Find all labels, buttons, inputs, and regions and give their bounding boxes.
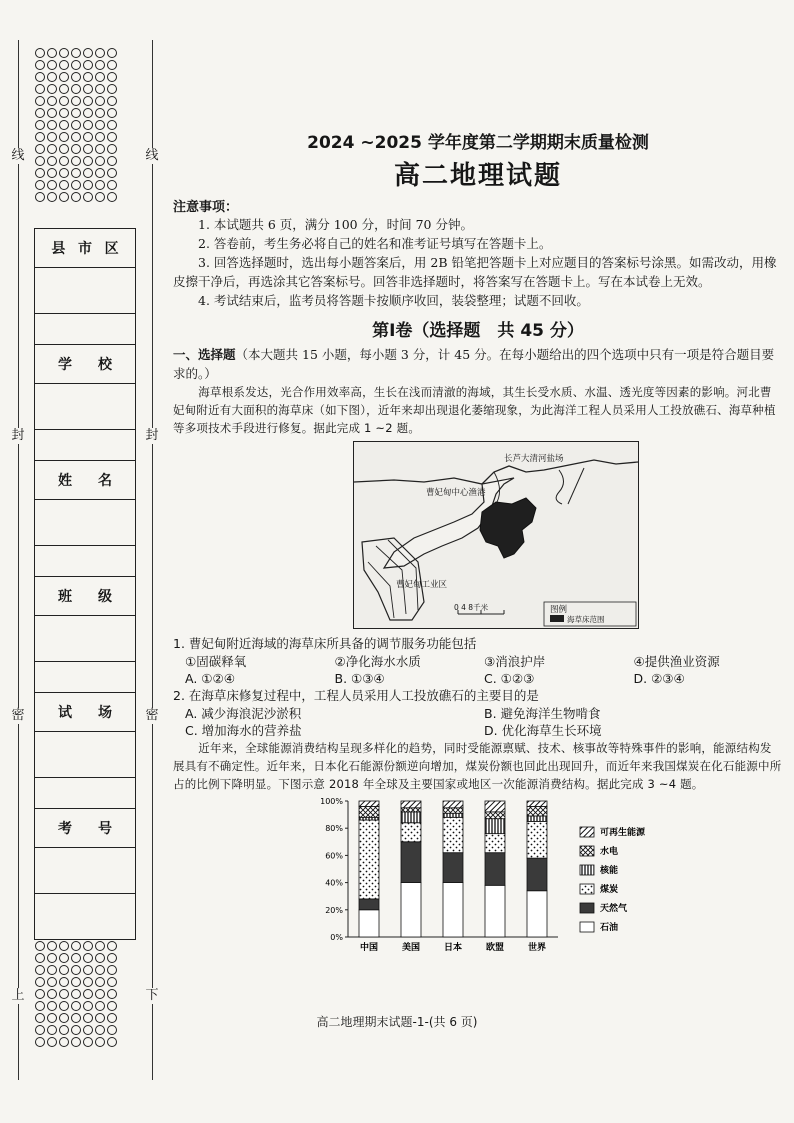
decorative-dot [83, 60, 93, 70]
binding-strip [0, 0, 170, 1123]
decorative-dot [107, 156, 117, 166]
decorative-dot [83, 965, 93, 975]
decorative-dot [47, 965, 57, 975]
decorative-dot [59, 1037, 69, 1047]
seagrass-bed [480, 498, 536, 558]
class-field[interactable] [34, 576, 136, 708]
instruction-label: 一、选择题 [173, 347, 236, 362]
y-tick-label: 40% [325, 878, 343, 888]
binding-line-left [18, 40, 19, 1080]
class-label-c: 级 [98, 589, 112, 605]
exam-title: 2024 ~2025 学年度第二学期期末质量检测 [307, 133, 649, 153]
map-legend-title: 图例 [550, 605, 568, 615]
decorative-dot [35, 96, 45, 106]
decorative-dot [59, 96, 69, 106]
decorative-dot [71, 989, 81, 999]
exam-room-field[interactable] [34, 692, 136, 824]
question-1-options [173, 670, 783, 687]
decorative-dot [35, 144, 45, 154]
bar-segment [443, 883, 463, 937]
decorative-dot [47, 60, 57, 70]
decorative-dot [107, 1037, 117, 1047]
decorative-dot [35, 60, 45, 70]
decorative-dot [83, 180, 93, 190]
decorative-dot [71, 48, 81, 58]
y-tick-label: 0% [330, 933, 343, 942]
decorative-dot [59, 977, 69, 987]
map-label-industrial-zone: 曹妃甸工业区 [396, 580, 448, 590]
decorative-dot [107, 977, 117, 987]
decorative-dot [83, 144, 93, 154]
decorative-dot [71, 941, 81, 951]
decorative-dot [71, 108, 81, 118]
section-title: 第Ⅰ卷（选择题 共 45 分） [372, 321, 584, 341]
decorative-dot [95, 941, 105, 951]
passage-energy: 近年来，全球能源消费结构呈现多样化的趋势，同时受能源禀赋、技术、核事故等特殊事件的影响，能源结构发展具有不确定性。近年来，日本化石能源份额逆向增加，煤炭份额也回此出现回升，而近年来我国煤炭在化石能源中所占的比例下降明显。下图示意 2018 年全球及主要国家或地区一次能源消费结构。据此完成 3 ~4 题。 [173, 741, 782, 791]
decorative-dot [71, 60, 81, 70]
breakwater [556, 470, 563, 504]
decorative-dot [107, 96, 117, 106]
decorative-dot [83, 96, 93, 106]
passage-seagrass: 海草根系发达，光合作用效率高，生长在浅而清澈的海域，其生长受水质、水温、透光度等因素的影响。河北曹妃甸附近有大面积的海草床（如下图），近年来却出现退化萎缩现象，为此海洋工程人员采用人工投放礁石、海草种植等多项技术手段进行修复。据此完成 1 ~2 题。 [173, 385, 776, 435]
room-label-c: 场 [98, 705, 112, 721]
decorative-dot [47, 953, 57, 963]
decorative-dot [95, 144, 105, 154]
decorative-dot [35, 941, 45, 951]
decorative-dot [107, 132, 117, 142]
q2-option-d: D. 优化海草生长环境 [484, 723, 602, 738]
decorative-dot [47, 132, 57, 142]
decorative-dot [83, 989, 93, 999]
decorative-dot [107, 192, 117, 202]
name-label-c: 名 [98, 473, 112, 489]
x-tick-label: 美国 [401, 943, 421, 953]
decorative-dot [83, 72, 93, 82]
bar-segment [485, 819, 505, 834]
exam-number-field[interactable] [34, 808, 136, 940]
binding-label-right-4: 下 [145, 988, 159, 1003]
q1-item: ②净化海水水质 [334, 654, 421, 669]
room-label-a: 试 [58, 705, 72, 721]
decorative-dot [47, 84, 57, 94]
legend-label: 可再生能源 [600, 828, 646, 838]
decorative-dot [35, 132, 45, 142]
decorative-dot [59, 156, 69, 166]
number-label-c: 号 [98, 821, 112, 837]
decorative-dot [35, 84, 45, 94]
decorative-dot [95, 989, 105, 999]
decorative-dot [35, 120, 45, 130]
legend-swatch-seagrass [550, 615, 564, 622]
energy-structure-chart [308, 795, 708, 965]
q1-option-d: D. ②③④ [633, 671, 685, 686]
county-label-b: 市 [77, 241, 92, 257]
decorative-dot [59, 180, 69, 190]
binding-label-left-4: 上 [11, 988, 25, 1003]
decorative-dot [95, 180, 105, 190]
decorative-dot [59, 48, 69, 58]
decorative-dot [71, 977, 81, 987]
map-label-salt-field: 长芦大清河盐场 [504, 454, 564, 464]
decorative-dot [59, 120, 69, 130]
binding-line-right [152, 40, 153, 1080]
bar-segment [527, 858, 547, 891]
bar-segment [443, 813, 463, 817]
decorative-dot [107, 941, 117, 951]
bar-segment [359, 899, 379, 910]
decorative-dot [59, 989, 69, 999]
decorative-dot [95, 192, 105, 202]
bar-segment [359, 801, 379, 806]
decorative-dot [47, 1037, 57, 1047]
bar-segment [527, 821, 547, 858]
page-footer: 高二地理期末试题-1-(共 6 页) [316, 1015, 478, 1029]
decorative-dot [71, 1001, 81, 1011]
x-tick-label: 中国 [359, 943, 379, 953]
legend-label: 石油 [600, 923, 619, 933]
q1-option-b: B. ①③④ [334, 671, 385, 686]
binding-label-right-2: 封 [145, 428, 159, 443]
legend-label: 煤炭 [600, 885, 619, 895]
coastline [354, 460, 638, 484]
bar-segment [401, 808, 421, 812]
bar-segment [401, 842, 421, 883]
decorative-dot [71, 84, 81, 94]
note-item: 2. 答卷前，考生务必将自己的姓名和准考证号填写在答题卡上。 [198, 236, 552, 251]
y-tick-label: 80% [325, 824, 343, 834]
bar-segment [527, 801, 547, 806]
school-field[interactable] [34, 344, 136, 476]
name-field[interactable] [34, 460, 136, 592]
decorative-dot [83, 977, 93, 987]
decorative-dot [47, 72, 57, 82]
decorative-dot [95, 953, 105, 963]
bar-segment [485, 885, 505, 937]
legend-swatch [580, 903, 594, 913]
decorative-dot [47, 48, 57, 58]
decorative-dot [107, 953, 117, 963]
binding-label-right-1: 线 [145, 148, 159, 163]
decorative-dot [59, 60, 69, 70]
decorative-dot [35, 108, 45, 118]
decorative-dot [83, 192, 93, 202]
legend-swatch [580, 865, 594, 875]
bar-segment [359, 820, 379, 899]
section-instruction [173, 345, 783, 383]
legend-swatch [580, 827, 594, 837]
decorative-dot [107, 72, 117, 82]
decorative-dot [95, 60, 105, 70]
decorative-dot [95, 1001, 105, 1011]
subject-title: 高二地理试题 [393, 161, 562, 191]
decorative-dot [59, 965, 69, 975]
decorative-dot [83, 84, 93, 94]
decorative-dot [35, 168, 45, 178]
decorative-dot [35, 180, 45, 190]
decorative-dot [95, 977, 105, 987]
bar-segment [401, 812, 421, 823]
x-tick-label: 世界 [527, 943, 547, 953]
map-scale-label: 0 4 8千米 [454, 603, 489, 612]
legend-swatch [580, 922, 594, 932]
bar-segment [443, 808, 463, 813]
q1-item: ①固碳释氧 [185, 654, 247, 669]
decorative-dot [107, 108, 117, 118]
bar-segment [527, 891, 547, 937]
q1-option-c: C. ①②③ [484, 671, 535, 686]
breakwater [568, 468, 584, 504]
decorative-dot [71, 156, 81, 166]
decorative-dot [71, 1037, 81, 1047]
x-tick-label: 日本 [443, 943, 463, 953]
decorative-dot [47, 1001, 57, 1011]
decorative-dot [35, 156, 45, 166]
decorative-dot [95, 1037, 105, 1047]
bar-segment [443, 853, 463, 883]
seagrass-map [353, 441, 639, 629]
decorative-dot [47, 168, 57, 178]
bar-segment [485, 853, 505, 886]
decorative-dot [35, 1001, 45, 1011]
decorative-dot [83, 120, 93, 130]
decorative-dot [59, 144, 69, 154]
decorative-dot [95, 156, 105, 166]
decorative-dot [35, 977, 45, 987]
decorative-dot [95, 72, 105, 82]
bar-segment [401, 823, 421, 842]
notes-heading: 注意事项： [173, 200, 239, 215]
number-label-a: 考 [58, 821, 72, 837]
decorative-dot [83, 108, 93, 118]
y-tick-label: 100% [320, 797, 343, 806]
decorative-dot [107, 168, 117, 178]
decorative-dot [59, 1001, 69, 1011]
decorative-dot [95, 132, 105, 142]
decorative-dot [107, 120, 117, 130]
note-item: 4. 考试结束后，监考员将答题卡按顺序收回，装袋整理；试题不回收。 [198, 293, 589, 308]
question-1-stem: 1. 曹妃甸附近海域的海草床所具备的调节服务功能包括 [173, 636, 477, 651]
decorative-dot [71, 965, 81, 975]
decorative-dot [71, 120, 81, 130]
decorative-dot [59, 132, 69, 142]
bar-segment [527, 806, 547, 816]
decorative-dot [59, 72, 69, 82]
decorative-dot [35, 953, 45, 963]
decorative-dot [47, 96, 57, 106]
decorative-dot [59, 168, 69, 178]
decorative-dot [71, 168, 81, 178]
decorative-dot [83, 953, 93, 963]
decorative-dot [107, 144, 117, 154]
county-label-a: 县 [51, 241, 66, 257]
school-label-c: 校 [98, 357, 112, 373]
decorative-dot [59, 84, 69, 94]
decorative-dot [35, 72, 45, 82]
decorative-dot [83, 132, 93, 142]
decorative-dot [71, 144, 81, 154]
y-tick-label: 60% [325, 851, 343, 861]
question-1-items [173, 653, 783, 670]
q1-item: ③消浪护岸 [484, 654, 546, 669]
legend-label: 水电 [600, 847, 619, 857]
decorative-dot [47, 941, 57, 951]
decorative-dot [95, 120, 105, 130]
instruction-text: （本大题共 15 小题，每小题 3 分，计 45 分。在每小题给出的四个选项中只有一项是符合题目要求的。） [173, 347, 775, 381]
decorative-dot [47, 180, 57, 190]
decorative-dot [83, 1037, 93, 1047]
decorative-dot [95, 108, 105, 118]
decorative-dot [35, 48, 45, 58]
county-label-c: 区 [104, 241, 119, 257]
decorative-dot [47, 192, 57, 202]
paper-body [173, 128, 783, 965]
decorative-dot [95, 48, 105, 58]
decorative-dot [107, 989, 117, 999]
decorative-dot [59, 192, 69, 202]
y-tick-label: 20% [325, 905, 343, 915]
q2-option-c: C. 增加海水的营养盐 [185, 723, 302, 738]
decorative-dot [59, 953, 69, 963]
q2-option-a: A. 减少海浪泥沙淤积 [185, 706, 302, 721]
decorative-dot [71, 132, 81, 142]
decorative-dot [71, 72, 81, 82]
school-label-a: 学 [58, 357, 72, 373]
binding-label-left-3: 密 [11, 708, 25, 723]
q1-item: ④提供渔业资源 [633, 654, 720, 669]
bar-segment [401, 801, 421, 808]
decorative-dot [35, 192, 45, 202]
decorative-dot [95, 965, 105, 975]
decorative-dot [83, 941, 93, 951]
binding-label-right-3: 密 [145, 708, 159, 723]
decorative-dot [107, 1001, 117, 1011]
decorative-dot [95, 168, 105, 178]
bar-segment [485, 812, 505, 819]
decorative-dot [83, 1001, 93, 1011]
map-drawing [354, 442, 638, 628]
decorative-dot [47, 144, 57, 154]
county-field[interactable] [34, 228, 136, 360]
decorative-dot [107, 48, 117, 58]
legend-label: 核能 [600, 866, 619, 876]
decorative-dot [107, 60, 117, 70]
bar-segment [443, 817, 463, 852]
decorative-dot [83, 48, 93, 58]
question-2-stem: 2. 在海草床修复过程中，工程人员采用人工投放礁石的主要目的是 [173, 688, 539, 703]
bar-segment [527, 816, 547, 821]
dot-pattern-top [35, 48, 117, 202]
question-2-options [173, 705, 783, 739]
decorative-dot [35, 1037, 45, 1047]
binding-label-left-1: 线 [11, 148, 25, 163]
legend-swatch [580, 846, 594, 856]
legend-swatch [580, 884, 594, 894]
note-item: 3. 回答选择题时，选出每小题答案后，用 2B 铅笔把答题卡上对应题目的答案标号涂黑。如需改动，用橡皮擦干净后，再选涂其它答案标号。回答非选择题时，将答案写在答题卡上。写在本试卷上无效。 [173, 255, 777, 289]
note-item: 1. 本试题共 6 页，满分 100 分，时间 70 分钟。 [198, 217, 473, 232]
bar-segment [359, 806, 379, 817]
decorative-dot [95, 96, 105, 106]
decorative-dot [59, 941, 69, 951]
bar-segment [485, 801, 505, 812]
bar-segment [485, 834, 505, 853]
decorative-dot [83, 168, 93, 178]
class-label-a: 班 [58, 589, 72, 605]
decorative-dot [71, 96, 81, 106]
decorative-dot [71, 180, 81, 190]
decorative-dot [83, 156, 93, 166]
decorative-dot [71, 953, 81, 963]
chart-svg [308, 795, 708, 965]
name-label-a: 姓 [58, 473, 72, 489]
decorative-dot [107, 84, 117, 94]
decorative-dot [35, 965, 45, 975]
decorative-dot [47, 977, 57, 987]
legend-label: 天然气 [600, 904, 628, 914]
decorative-dot [47, 120, 57, 130]
q2-option-b: B. 避免海洋生物啃食 [484, 706, 601, 721]
decorative-dot [47, 108, 57, 118]
decorative-dot [47, 156, 57, 166]
decorative-dot [59, 108, 69, 118]
decorative-dot [95, 84, 105, 94]
zone-road [368, 562, 394, 618]
bar-segment [359, 910, 379, 937]
decorative-dot [107, 180, 117, 190]
binding-label-left-2: 封 [11, 428, 25, 443]
decorative-dot [71, 192, 81, 202]
bar-segment [443, 801, 463, 808]
map-label-fishing-port: 曹妃甸中心渔港 [426, 488, 486, 498]
decorative-dot [47, 989, 57, 999]
decorative-dot [107, 965, 117, 975]
decorative-dot [35, 989, 45, 999]
map-legend-item: 海草床范围 [567, 615, 605, 624]
x-tick-label: 欧盟 [485, 943, 505, 953]
q1-option-a: A. ①②④ [185, 671, 235, 686]
bar-segment [401, 883, 421, 937]
bar-segment [359, 817, 379, 820]
